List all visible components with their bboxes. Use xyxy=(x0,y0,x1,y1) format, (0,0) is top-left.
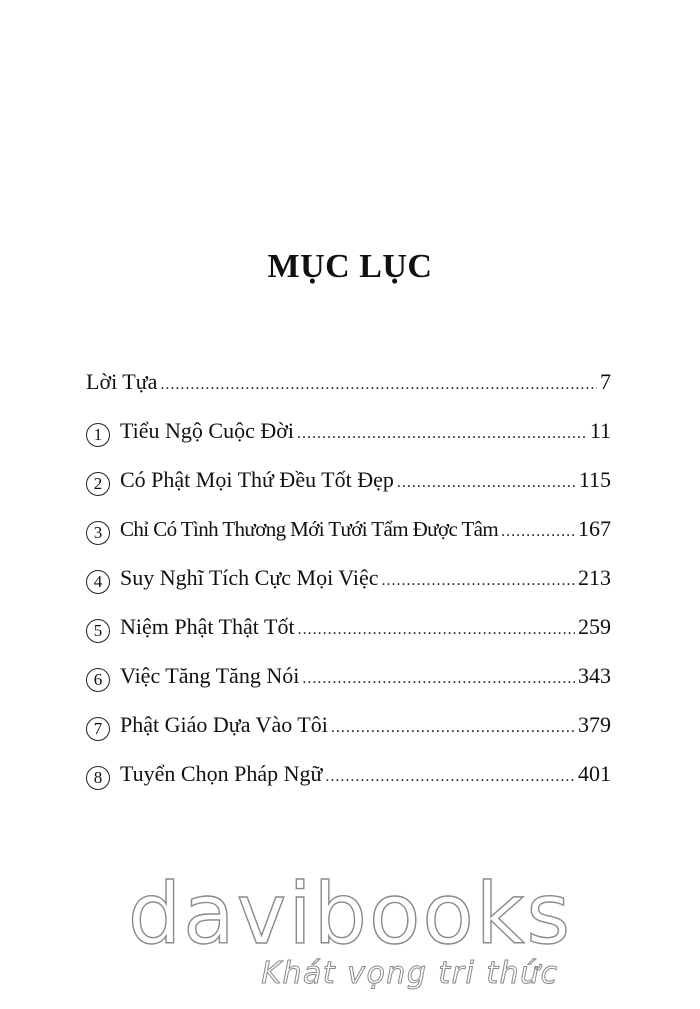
chapter-number-circle: 1 xyxy=(86,423,110,447)
dot-leader xyxy=(297,414,587,454)
chapter-number-circle: 4 xyxy=(86,570,110,594)
toc-entry-page: 11 xyxy=(589,418,611,443)
dot-leader xyxy=(160,365,597,405)
toc-entry-label: Suy Nghĩ Tích Cực Mọi Việc xyxy=(120,565,379,590)
toc-entry-chapter-8[interactable] xyxy=(86,754,611,803)
toc-entry-page: 343 xyxy=(578,663,611,688)
toc-entry-page: 259 xyxy=(578,614,611,639)
toc-entry-label: Tuyển Chọn Pháp Ngữ xyxy=(120,761,323,786)
table-of-contents xyxy=(86,362,611,803)
toc-entry-page: 379 xyxy=(578,712,611,737)
toc-entry-preface[interactable] xyxy=(86,362,611,411)
chapter-number-circle: 6 xyxy=(86,668,110,692)
dot-leader xyxy=(501,512,575,552)
dot-leader xyxy=(302,659,575,699)
chapter-number-circle: 3 xyxy=(86,521,110,545)
toc-entry-label: Lời Tựa xyxy=(86,369,158,394)
dot-leader xyxy=(325,757,575,797)
toc-entry-chapter-3[interactable] xyxy=(86,509,611,558)
dot-leader xyxy=(298,610,575,650)
toc-entry-label: Tiểu Ngộ Cuộc Đời xyxy=(120,418,295,443)
chapter-number-circle: 5 xyxy=(86,619,110,643)
toc-entry-page: 401 xyxy=(578,761,611,786)
dot-leader xyxy=(331,708,575,748)
chapter-number-circle: 7 xyxy=(86,717,110,741)
toc-entry-page: 7 xyxy=(600,369,611,394)
toc-entry-chapter-7[interactable] xyxy=(86,705,611,754)
dot-leader xyxy=(397,463,576,503)
toc-entry-chapter-4[interactable] xyxy=(86,558,611,607)
toc-entry-page: 213 xyxy=(578,565,611,590)
publisher-watermark xyxy=(0,865,700,991)
chapter-number-circle: 2 xyxy=(86,472,110,496)
toc-entry-label: Phật Giáo Dựa Vào Tôi xyxy=(120,712,328,737)
toc-entry-chapter-5[interactable] xyxy=(86,607,611,656)
toc-entry-chapter-2[interactable] xyxy=(86,460,611,509)
toc-entry-page: 167 xyxy=(578,516,611,541)
toc-entry-label: Việc Tăng Tăng Nói xyxy=(120,663,300,688)
watermark-tagline: Khát vọng tri thức xyxy=(261,956,559,991)
dot-leader xyxy=(382,561,576,601)
toc-entry-page: 115 xyxy=(578,467,611,492)
toc-entry-label: Chỉ Có Tình Thương Mới Tưới Tẩm Được Tâm xyxy=(120,517,499,541)
chapter-number-circle: 8 xyxy=(86,766,110,790)
toc-entry-chapter-6[interactable] xyxy=(86,656,611,705)
watermark-brand: davibooks xyxy=(127,865,573,963)
toc-entry-chapter-1[interactable] xyxy=(86,411,611,460)
toc-entry-label: Niệm Phật Thật Tốt xyxy=(120,614,295,639)
toc-entry-label: Có Phật Mọi Thứ Đều Tốt Đẹp xyxy=(120,467,394,492)
page-title: MỤC LỤC xyxy=(267,248,433,285)
